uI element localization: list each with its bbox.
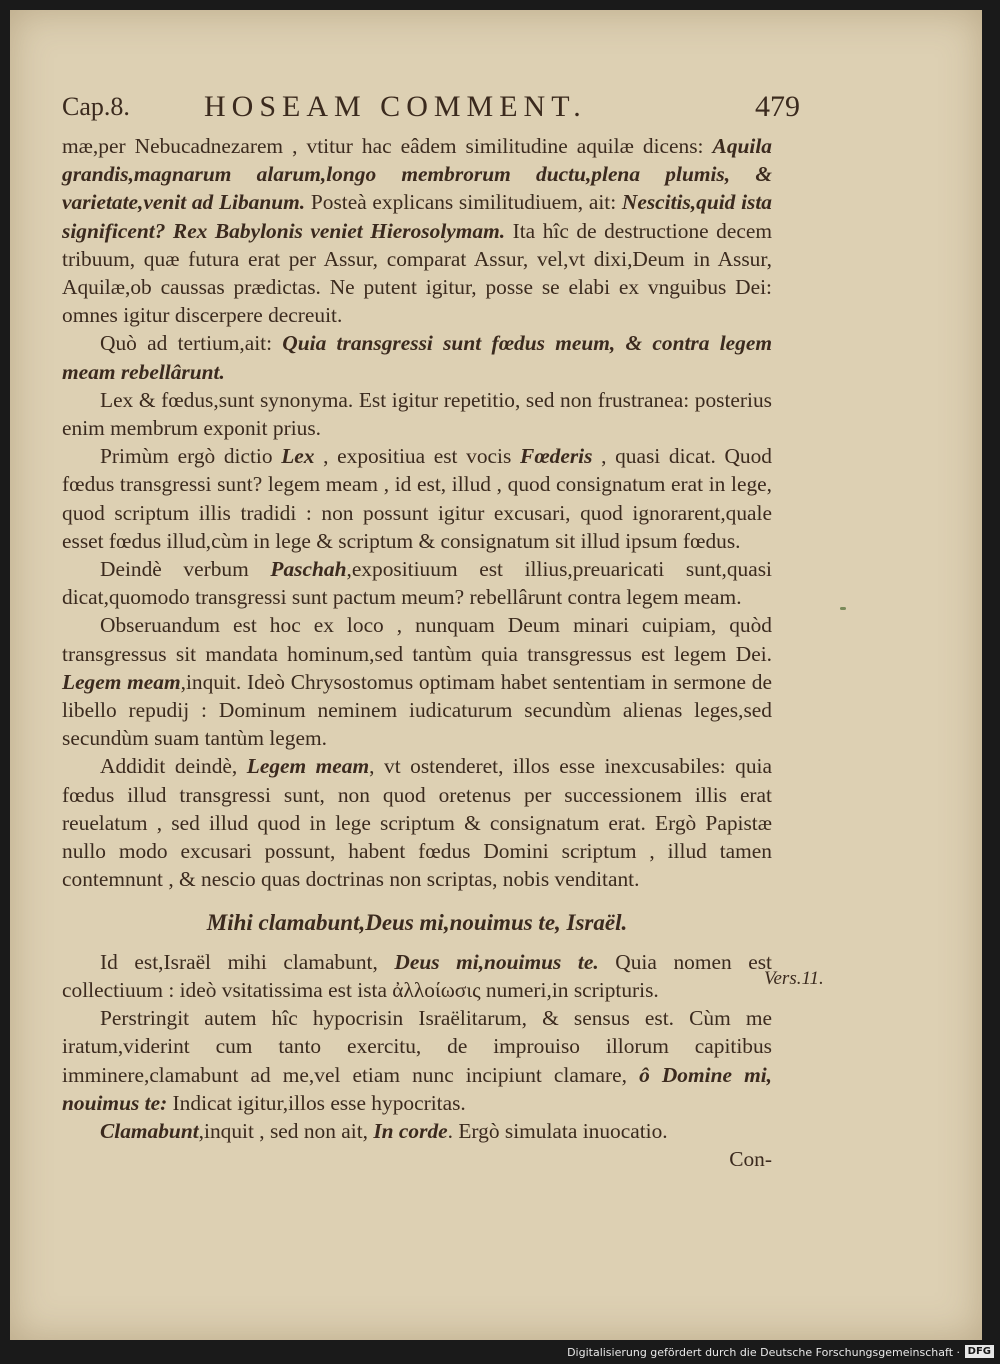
- text-run: ,expositiuum est illius,preuaricati sunt,quasi dicat,quomodo transgressi sunt pactum meum? rebellârunt contra legem meam.: [62, 557, 772, 610]
- running-header: [62, 92, 800, 132]
- verse-heading: [62, 909, 772, 937]
- text-run: . Ergò simulata inuocatio.: [447, 1118, 668, 1143]
- italic-quote: ô Domine mi, nouimus te:: [62, 1062, 772, 1115]
- text-run: Id est,Israël mihi clamabunt,: [100, 949, 395, 974]
- main-text: [62, 132, 772, 1173]
- text-run: , quasi dicat. Quod fœdus transgressi sunt? legem meam , id est, illud , quod consignatum erat in lege, quod scriptum illis tradidi : non possunt igitur excusari, quod ignorarent,quale esset fœdus illud,cùm in lege & scriptum & consignatum sit illud ipsum fœdus.: [62, 444, 772, 553]
- paragraph: [62, 555, 772, 611]
- dfg-logo: DFG: [965, 1345, 994, 1358]
- italic-quote: Legem meam: [62, 669, 181, 694]
- margin-verse-note: Vers.11.: [764, 968, 824, 989]
- text-run: Con-: [729, 1147, 772, 1172]
- italic-quote: Clamabunt: [100, 1118, 199, 1143]
- paragraph: [62, 329, 772, 385]
- italic-quote: Quia transgressi sunt fœdus meum, & contra legem meam rebellârunt.: [62, 331, 772, 384]
- text-run: ,inquit. Ideò Chrysostomus optimam habet sententiam in sermone de libello repudij : Dominum neminem iudicaturum secundùm alienas leges,sed secundùm suam tantùm legem.: [62, 669, 772, 751]
- text-run: Indicat igitur,illos esse hypocritas.: [167, 1090, 466, 1115]
- italic-quote: Aquila grandis,magnarum alarum,longo membrorum ductu,plena plumis, & varietate,venit ad Libanum.: [62, 134, 772, 215]
- running-title: HOSEAM COMMENT.: [204, 90, 587, 123]
- chapter-label: Cap.8.: [62, 92, 130, 121]
- italic-quote: Fœderis: [519, 444, 593, 469]
- text-run: Posteà explicans similitudiuem, ait:: [305, 190, 622, 215]
- text-run: , expositiua est vocis: [314, 444, 520, 469]
- text-run: Lex & fœdus,sunt synonyma. Est igitur repetitio, sed non frustranea: posterius enim membrum exponit prius.: [62, 387, 772, 441]
- paragraph: [62, 132, 772, 329]
- italic-quote: Deus mi,nouimus te.: [394, 949, 599, 974]
- margin-mark: [840, 607, 846, 610]
- paragraph: [62, 1117, 772, 1145]
- text-run: Deindè verbum: [100, 557, 271, 582]
- italic-quote: Legem meam: [246, 754, 370, 779]
- italic-quote: In corde: [373, 1118, 448, 1143]
- text-run: Addidit deindè,: [100, 754, 247, 779]
- italic-quote: Mihi clamabunt,Deus mi,nouimus te, Israël.: [206, 910, 628, 936]
- catchword: [62, 1145, 772, 1173]
- text-run: , vt ostenderet, illos esse inexcusabiles: quia fœdus illud transgressi sunt, non quod oretenus per successionem illis erat reuelatum , sed illud quod in lege scriptum & consignatum erat. Ergò Papistæ nullo modo excusari possunt, habent fœdus Domini scriptum , illud tamen contemnunt , & nescio quas doctrinas non scriptas, nobis venditant.: [62, 754, 772, 892]
- text-run: mæ,per Nebucadnezarem , vtitur hac eâdem similitudine aquilæ dicens:: [62, 134, 713, 158]
- page-number: 479: [755, 90, 800, 123]
- paragraph: [62, 752, 772, 893]
- italic-quote: Lex: [281, 444, 315, 469]
- text-run: Quò ad tertium,ait:: [100, 331, 283, 356]
- italic-quote: Paschah: [270, 557, 347, 582]
- text-run: Ita hîc de destructione decem tribuum, quæ futura erat per Assur, comparat Assur, vel,vt dixi,Deum in Assur, Aquilæ,ob caussas prædictas. Ne putent igitur, posse se elabi ex vnguibus Dei: omnes igitur discerpere decreuit.: [62, 218, 772, 328]
- paragraph: [62, 442, 772, 555]
- text-run: Obseruandum est hoc ex loco , nunquam Deum minari cuipiam, quòd transgressus sit mandata hominum,sed tantùm quia transgressus est legem Dei.: [62, 613, 772, 666]
- footer-credit: Digitalisierung gefördert durch die Deutsche Forschungsgemeinschaft ·: [567, 1346, 960, 1359]
- italic-quote: Nescitis,quid ista significent? Rex Babylonis veniet Hierosolymam.: [62, 190, 773, 243]
- paragraph: [62, 611, 772, 752]
- text-run: Perstringit autem hîc hypocrisin Israëlitarum, & sensus est. Cùm me iratum,viderint cum tanto exercitu, de improuiso illorum capitibus imminere,clamabunt ad me,vel etiam nunc incipiunt clamare,: [62, 1006, 772, 1087]
- text-run: ,inquit , sed non ait,: [198, 1118, 374, 1143]
- footer-bar: [0, 1342, 1000, 1364]
- book-page: [10, 10, 982, 1340]
- paragraph: [62, 948, 772, 1004]
- paragraph: [62, 1004, 772, 1117]
- text-run: Primùm ergò dictio: [100, 444, 282, 469]
- text-run: Quia nomen est collectiuum : ideò vsitatissima est ista ἀλλοίωσις numeri,in scripturis.: [62, 949, 772, 1002]
- paragraph: [62, 386, 772, 442]
